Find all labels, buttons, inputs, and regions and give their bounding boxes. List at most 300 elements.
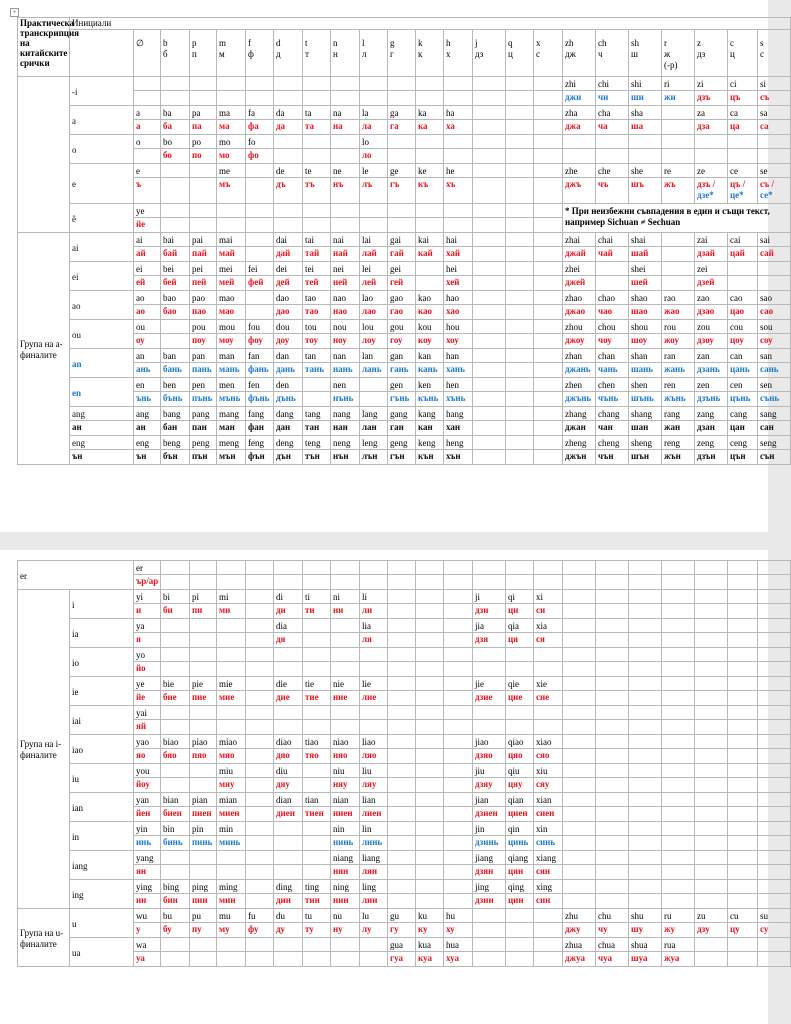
initial-latin: x — [536, 38, 541, 48]
syllable-latin: fang — [246, 407, 274, 421]
syllable-cyrillic — [728, 836, 758, 851]
syllable-cyrillic — [416, 91, 444, 106]
syllable-latin: pou — [190, 320, 217, 334]
syllable-latin — [758, 590, 791, 604]
syllable-latin: pen — [190, 378, 217, 392]
syllable-latin — [596, 619, 629, 633]
initial-header-cell — [506, 30, 534, 77]
syllable-latin — [388, 822, 416, 836]
syllable-latin: gan — [388, 349, 416, 363]
syllable-latin — [662, 851, 695, 865]
syllable-cyrillic: шън — [629, 450, 662, 465]
syllable-latin: cao — [728, 291, 758, 305]
syllable-cyrillic — [303, 720, 331, 735]
syllable-latin: diao — [274, 735, 303, 749]
syllable-cyrillic — [758, 807, 791, 822]
initial-cyrillic: ц — [730, 49, 735, 59]
syllable-cyrillic — [331, 952, 360, 967]
syllable-cyrillic — [416, 276, 444, 291]
syllable-cyrillic: тиен — [303, 807, 331, 822]
syllable-latin: hao — [444, 291, 473, 305]
syllable-cyrillic: джън — [563, 450, 596, 465]
empty-cell — [360, 561, 388, 575]
syllable-cyrillic: бей — [161, 276, 190, 291]
syllable-cyrillic — [662, 836, 695, 851]
final-label: ê — [70, 204, 134, 233]
syllable-cyrillic: жао — [662, 305, 695, 320]
table-row — [18, 807, 791, 822]
empty-cell — [629, 561, 662, 575]
final-label-cyr: ън — [70, 450, 134, 465]
syllable-latin — [662, 764, 695, 778]
syllable-cyrillic — [161, 662, 190, 677]
syllable-latin — [473, 349, 506, 363]
syllable-latin: che — [596, 164, 629, 178]
syllable-latin — [161, 706, 190, 720]
syllable-cyrillic: бинь — [161, 836, 190, 851]
syllable-latin: dian — [274, 793, 303, 807]
syllable-cyrillic: гоу — [388, 334, 416, 349]
syllable-cyrillic: мъ — [217, 178, 246, 204]
syllable-cyrillic: няо — [331, 749, 360, 764]
empty-cell — [217, 218, 246, 233]
syllable-cyrillic — [303, 836, 331, 851]
syllable-cyrillic — [190, 633, 217, 648]
syllable-cyrillic: бяо — [161, 749, 190, 764]
syllable-latin — [758, 262, 791, 276]
syllable-cyrillic: дзяо — [473, 749, 506, 764]
syllable-latin — [134, 77, 161, 91]
syllable-cyrillic: су — [758, 923, 791, 938]
syllable-latin: jiao — [473, 735, 506, 749]
syllable-cyrillic: дзяу — [473, 778, 506, 793]
initial-cyrillic: м — [219, 49, 225, 59]
syllable-latin — [758, 851, 791, 865]
syllable-cyrillic — [303, 633, 331, 648]
syllable-cyrillic — [728, 662, 758, 677]
syllable-cyrillic: джуа — [563, 952, 596, 967]
syllable-cyrillic — [728, 276, 758, 291]
syllable-cyrillic — [758, 836, 791, 851]
table-row — [18, 320, 791, 334]
syllable-latin: du — [274, 909, 303, 923]
syllable-cyrillic: ка — [416, 120, 444, 135]
empty-cell — [360, 218, 388, 233]
syllable-latin — [416, 851, 444, 865]
syllable-cyrillic: цънь — [728, 392, 758, 407]
syllable-cyrillic: йен — [134, 807, 161, 822]
empty-cell — [416, 204, 444, 218]
syllable-latin: mou — [217, 320, 246, 334]
syllable-cyrillic: фънь — [246, 392, 274, 407]
syllable-cyrillic: ан — [134, 421, 161, 436]
syllable-latin — [629, 590, 662, 604]
syllable-cyrillic: ту — [303, 923, 331, 938]
syllable-cyrillic: нинь — [331, 836, 360, 851]
initial-header-cell — [303, 30, 331, 77]
final-label: ang — [70, 407, 134, 421]
syllable-latin — [473, 320, 506, 334]
syllable-cyrillic — [246, 604, 274, 619]
initial-header-cell — [629, 30, 662, 77]
syllable-cyrillic: инь — [134, 836, 161, 851]
initial-header-cell — [360, 30, 388, 77]
syllable-latin — [506, 436, 534, 450]
syllable-cyrillic: лао — [360, 305, 388, 320]
syllable-latin: le — [360, 164, 388, 178]
syllable-cyrillic: циен — [506, 807, 534, 822]
syllable-cyrillic: фан — [246, 421, 274, 436]
empty-cell — [506, 561, 534, 575]
syllable-cyrillic: гън — [388, 450, 416, 465]
syllable-latin — [444, 706, 473, 720]
syllable-cyrillic — [303, 91, 331, 106]
syllable-latin — [217, 851, 246, 865]
initial-cyrillic: ч — [598, 49, 603, 59]
syllable-latin — [563, 706, 596, 720]
syllable-cyrillic: дзинь — [473, 836, 506, 851]
syllable-latin — [388, 648, 416, 662]
empty-cell — [217, 204, 246, 218]
syllable-latin: shang — [629, 407, 662, 421]
table-row — [18, 677, 791, 691]
syllable-latin — [246, 590, 274, 604]
syllable-latin — [303, 938, 331, 952]
syllable-cyrillic — [444, 720, 473, 735]
syllable-latin: qian — [506, 793, 534, 807]
syllable-latin — [758, 135, 791, 149]
syllable-cyrillic: нян — [331, 865, 360, 880]
syllable-cyrillic: бао — [161, 305, 190, 320]
syllable-cyrillic — [662, 149, 695, 164]
syllable-cyrillic: тей — [303, 276, 331, 291]
syllable-latin: shu — [629, 909, 662, 923]
syllable-latin — [662, 590, 695, 604]
syllable-latin — [563, 590, 596, 604]
syllable-cyrillic — [246, 178, 274, 204]
syllable-cyrillic — [662, 894, 695, 909]
syllable-cyrillic: бан — [161, 421, 190, 436]
syllable-latin: ao — [134, 291, 161, 305]
table-row — [18, 764, 791, 778]
syllable-cyrillic: пей — [190, 276, 217, 291]
syllable-cyrillic: чу — [596, 923, 629, 938]
syllable-cyrillic: поу — [190, 334, 217, 349]
syllable-cyrillic — [473, 363, 506, 378]
syllable-cyrillic: ън — [134, 450, 161, 465]
syllable-cyrillic — [534, 421, 563, 436]
syllable-latin — [596, 677, 629, 691]
syllable-latin: zan — [695, 349, 728, 363]
table-row — [18, 952, 791, 967]
syllable-latin — [360, 77, 388, 91]
syllable-latin: dai — [274, 233, 303, 247]
syllable-cyrillic: ля — [360, 633, 388, 648]
syllable-latin: he — [444, 164, 473, 178]
table-corner-title: Практическа транскрипция на китайските срички — [18, 18, 70, 77]
syllable-cyrillic: джао — [563, 305, 596, 320]
syllable-latin — [473, 135, 506, 149]
syllable-latin: ga — [388, 106, 416, 120]
initial-latin: n — [333, 38, 338, 48]
syllable-cyrillic: джу — [563, 923, 596, 938]
syllable-latin — [728, 822, 758, 836]
initial-cyrillic: дз — [475, 49, 484, 59]
empty-cell — [303, 204, 331, 218]
initial-cyrillic: с — [760, 49, 764, 59]
syllable-latin — [444, 851, 473, 865]
syllable-latin — [274, 822, 303, 836]
syllable-latin: neng — [331, 436, 360, 450]
syllable-latin: dei — [274, 262, 303, 276]
syllable-cyrillic — [217, 662, 246, 677]
syllable-latin: nen — [331, 378, 360, 392]
syllable-cyrillic: бо — [161, 149, 190, 164]
table-move-handle-icon[interactable]: + — [10, 8, 19, 17]
syllable-cyrillic — [388, 91, 416, 106]
syllable-cyrillic — [629, 149, 662, 164]
syllable-latin: heng — [444, 436, 473, 450]
syllable-latin: qiu — [506, 764, 534, 778]
syllable-latin: tian — [303, 793, 331, 807]
syllable-latin: mang — [217, 407, 246, 421]
syllable-cyrillic: дин — [274, 894, 303, 909]
syllable-cyrillic — [728, 691, 758, 706]
syllable-cyrillic: джа — [563, 120, 596, 135]
empty-cell — [695, 561, 728, 575]
syllable-cyrillic — [473, 923, 506, 938]
syllable-cyrillic: тяо — [303, 749, 331, 764]
syllable-cyrillic: цяу — [506, 778, 534, 793]
syllable-cyrillic: цан — [728, 421, 758, 436]
syllable-latin — [161, 320, 190, 334]
table-row — [18, 233, 791, 247]
empty-cell — [506, 204, 534, 218]
table-row — [18, 749, 791, 764]
syllable-latin: bei — [161, 262, 190, 276]
syllable-latin — [728, 938, 758, 952]
syllable-latin: cen — [728, 378, 758, 392]
syllable-cyrillic: мо — [217, 149, 246, 164]
syllable-cyrillic — [563, 778, 596, 793]
syllable-cyrillic: джан — [563, 421, 596, 436]
syllable-cyrillic: бай — [161, 247, 190, 262]
syllable-cyrillic — [534, 720, 563, 735]
syllable-latin — [303, 619, 331, 633]
syllable-cyrillic — [534, 120, 563, 135]
syllable-cyrillic — [388, 691, 416, 706]
syllable-latin — [274, 135, 303, 149]
syllable-latin: die — [274, 677, 303, 691]
initial-latin: p — [192, 38, 197, 48]
syllable-cyrillic: хънь — [444, 392, 473, 407]
syllable-latin — [695, 822, 728, 836]
syllable-latin: rang — [662, 407, 695, 421]
empty-cell — [217, 561, 246, 575]
syllable-cyrillic: тан — [303, 421, 331, 436]
initial-header-cell — [190, 30, 217, 77]
syllable-latin — [506, 938, 534, 952]
syllable-latin: keng — [416, 436, 444, 450]
syllable-cyrillic — [388, 865, 416, 880]
syllable-cyrillic: гу — [388, 923, 416, 938]
syllable-cyrillic — [728, 807, 758, 822]
syllable-latin: sheng — [629, 436, 662, 450]
syllable-latin: reng — [662, 436, 695, 450]
syllable-cyrillic: чънь — [596, 392, 629, 407]
syllable-cyrillic — [303, 952, 331, 967]
syllable-latin: yo — [134, 648, 161, 662]
initial-latin: b — [163, 38, 168, 48]
empty-cell — [161, 561, 190, 575]
syllable-latin: kao — [416, 291, 444, 305]
syllable-latin: nai — [331, 233, 360, 247]
initial-latin: l — [362, 38, 365, 48]
empty-cell — [473, 218, 506, 233]
syllable-latin — [596, 735, 629, 749]
syllable-latin: peng — [190, 436, 217, 450]
syllable-latin: den — [274, 378, 303, 392]
syllable-cyrillic: диен — [274, 807, 303, 822]
syllable-cyrillic-primary: дзъ / — [697, 179, 716, 189]
syllable-latin: pai — [190, 233, 217, 247]
syllable-latin — [473, 909, 506, 923]
initial-header-cell — [534, 30, 563, 77]
syllable-latin: lian — [360, 793, 388, 807]
syllable-cyrillic: ся — [534, 633, 563, 648]
syllable-cyrillic: биен — [161, 807, 190, 822]
syllable-cyrillic: дей — [274, 276, 303, 291]
syllable-latin — [629, 822, 662, 836]
table-row — [18, 407, 791, 421]
syllable-cyrillic — [563, 149, 596, 164]
syllable-latin: piao — [190, 735, 217, 749]
syllable-cyrillic — [416, 836, 444, 851]
empty-cell — [161, 575, 190, 590]
syllable-cyrillic: кънь — [416, 392, 444, 407]
syllable-cyrillic — [695, 894, 728, 909]
syllable-latin: ang — [134, 407, 161, 421]
final-label: a — [70, 106, 134, 135]
syllable-latin — [662, 880, 695, 894]
table-row — [18, 77, 791, 91]
syllable-cyrillic — [473, 662, 506, 677]
table-row — [18, 149, 791, 164]
syllable-latin — [534, 106, 563, 120]
transcription-table-part-2 — [17, 560, 791, 967]
syllable-latin: ai — [134, 233, 161, 247]
syllable-latin — [274, 77, 303, 91]
syllable-latin: ye — [134, 677, 161, 691]
syllable-cyrillic — [695, 720, 728, 735]
syllable-latin: zou — [695, 320, 728, 334]
syllable-cyrillic: мие — [217, 691, 246, 706]
syllable-latin — [662, 822, 695, 836]
syllable-cyrillic: ей — [134, 276, 161, 291]
syllable-cyrillic: гао — [388, 305, 416, 320]
syllable-latin: ku — [416, 909, 444, 923]
syllable-cyrillic: минь — [217, 836, 246, 851]
empty-cell — [274, 218, 303, 233]
syllable-latin — [246, 619, 274, 633]
syllable-latin: fei — [246, 262, 274, 276]
syllable-cyrillic: као — [416, 305, 444, 320]
initial-cyrillic: с — [536, 49, 540, 59]
syllable-latin — [728, 262, 758, 276]
syllable-latin — [161, 851, 190, 865]
syllable-latin: bo — [161, 135, 190, 149]
syllable-latin: ni — [331, 590, 360, 604]
syllable-latin — [695, 706, 728, 720]
syllable-cyrillic: чън — [596, 450, 629, 465]
syllable-cyrillic: му — [217, 923, 246, 938]
syllable-cyrillic — [534, 91, 563, 106]
syllable-latin — [534, 233, 563, 247]
syllable-latin — [473, 291, 506, 305]
syllable-cyrillic — [246, 247, 274, 262]
syllable-latin: zu — [695, 909, 728, 923]
syllable-latin — [274, 851, 303, 865]
syllable-cyrillic-alt: се* — [760, 190, 773, 200]
syllable-cyrillic: у — [134, 923, 161, 938]
syllable-latin: da — [274, 106, 303, 120]
syllable-latin — [331, 938, 360, 952]
syllable-latin: qiang — [506, 851, 534, 865]
initial-latin: j — [475, 38, 478, 48]
table-row — [18, 691, 791, 706]
final-label: iang — [70, 851, 134, 880]
syllable-cyrillic: сиен — [534, 807, 563, 822]
syllable-cyrillic — [360, 662, 388, 677]
syllable-cyrillic — [190, 952, 217, 967]
syllable-cyrillic: ъ — [134, 178, 161, 204]
initial-latin: c — [730, 38, 734, 48]
syllable-latin: pin — [190, 822, 217, 836]
syllable-cyrillic — [246, 633, 274, 648]
syllable-latin: you — [134, 764, 161, 778]
syllable-latin — [629, 880, 662, 894]
syllable-cyrillic — [758, 149, 791, 164]
syllable-latin: zhei — [563, 262, 596, 276]
syllable-latin: cang — [728, 407, 758, 421]
syllable-cyrillic: и — [134, 604, 161, 619]
syllable-cyrillic: моу — [217, 334, 246, 349]
syllable-latin — [506, 135, 534, 149]
syllable-cyrillic — [662, 633, 695, 648]
syllable-cyrillic — [563, 836, 596, 851]
syllable-latin: an — [134, 349, 161, 363]
syllable-latin: zhang — [563, 407, 596, 421]
syllable-cyrillic: дан — [274, 421, 303, 436]
syllable-cyrillic: я — [134, 633, 161, 648]
syllable-cyrillic — [728, 865, 758, 880]
syllable-cyrillic: син — [534, 894, 563, 909]
final-label: in — [70, 822, 134, 851]
syllable-cyrillic: хън — [444, 450, 473, 465]
syllable-cyrillic: па — [190, 120, 217, 135]
table-row — [18, 604, 791, 619]
syllable-cyrillic: цин — [506, 894, 534, 909]
syllable-cyrillic — [534, 392, 563, 407]
syllable-cyrillic — [360, 392, 388, 407]
syllable-latin: jin — [473, 822, 506, 836]
initial-cyrillic: ф — [248, 49, 254, 59]
syllable-latin — [331, 135, 360, 149]
syllable-cyrillic: по — [190, 149, 217, 164]
table-row — [18, 120, 791, 135]
syllable-latin — [416, 648, 444, 662]
table-row — [18, 836, 791, 851]
